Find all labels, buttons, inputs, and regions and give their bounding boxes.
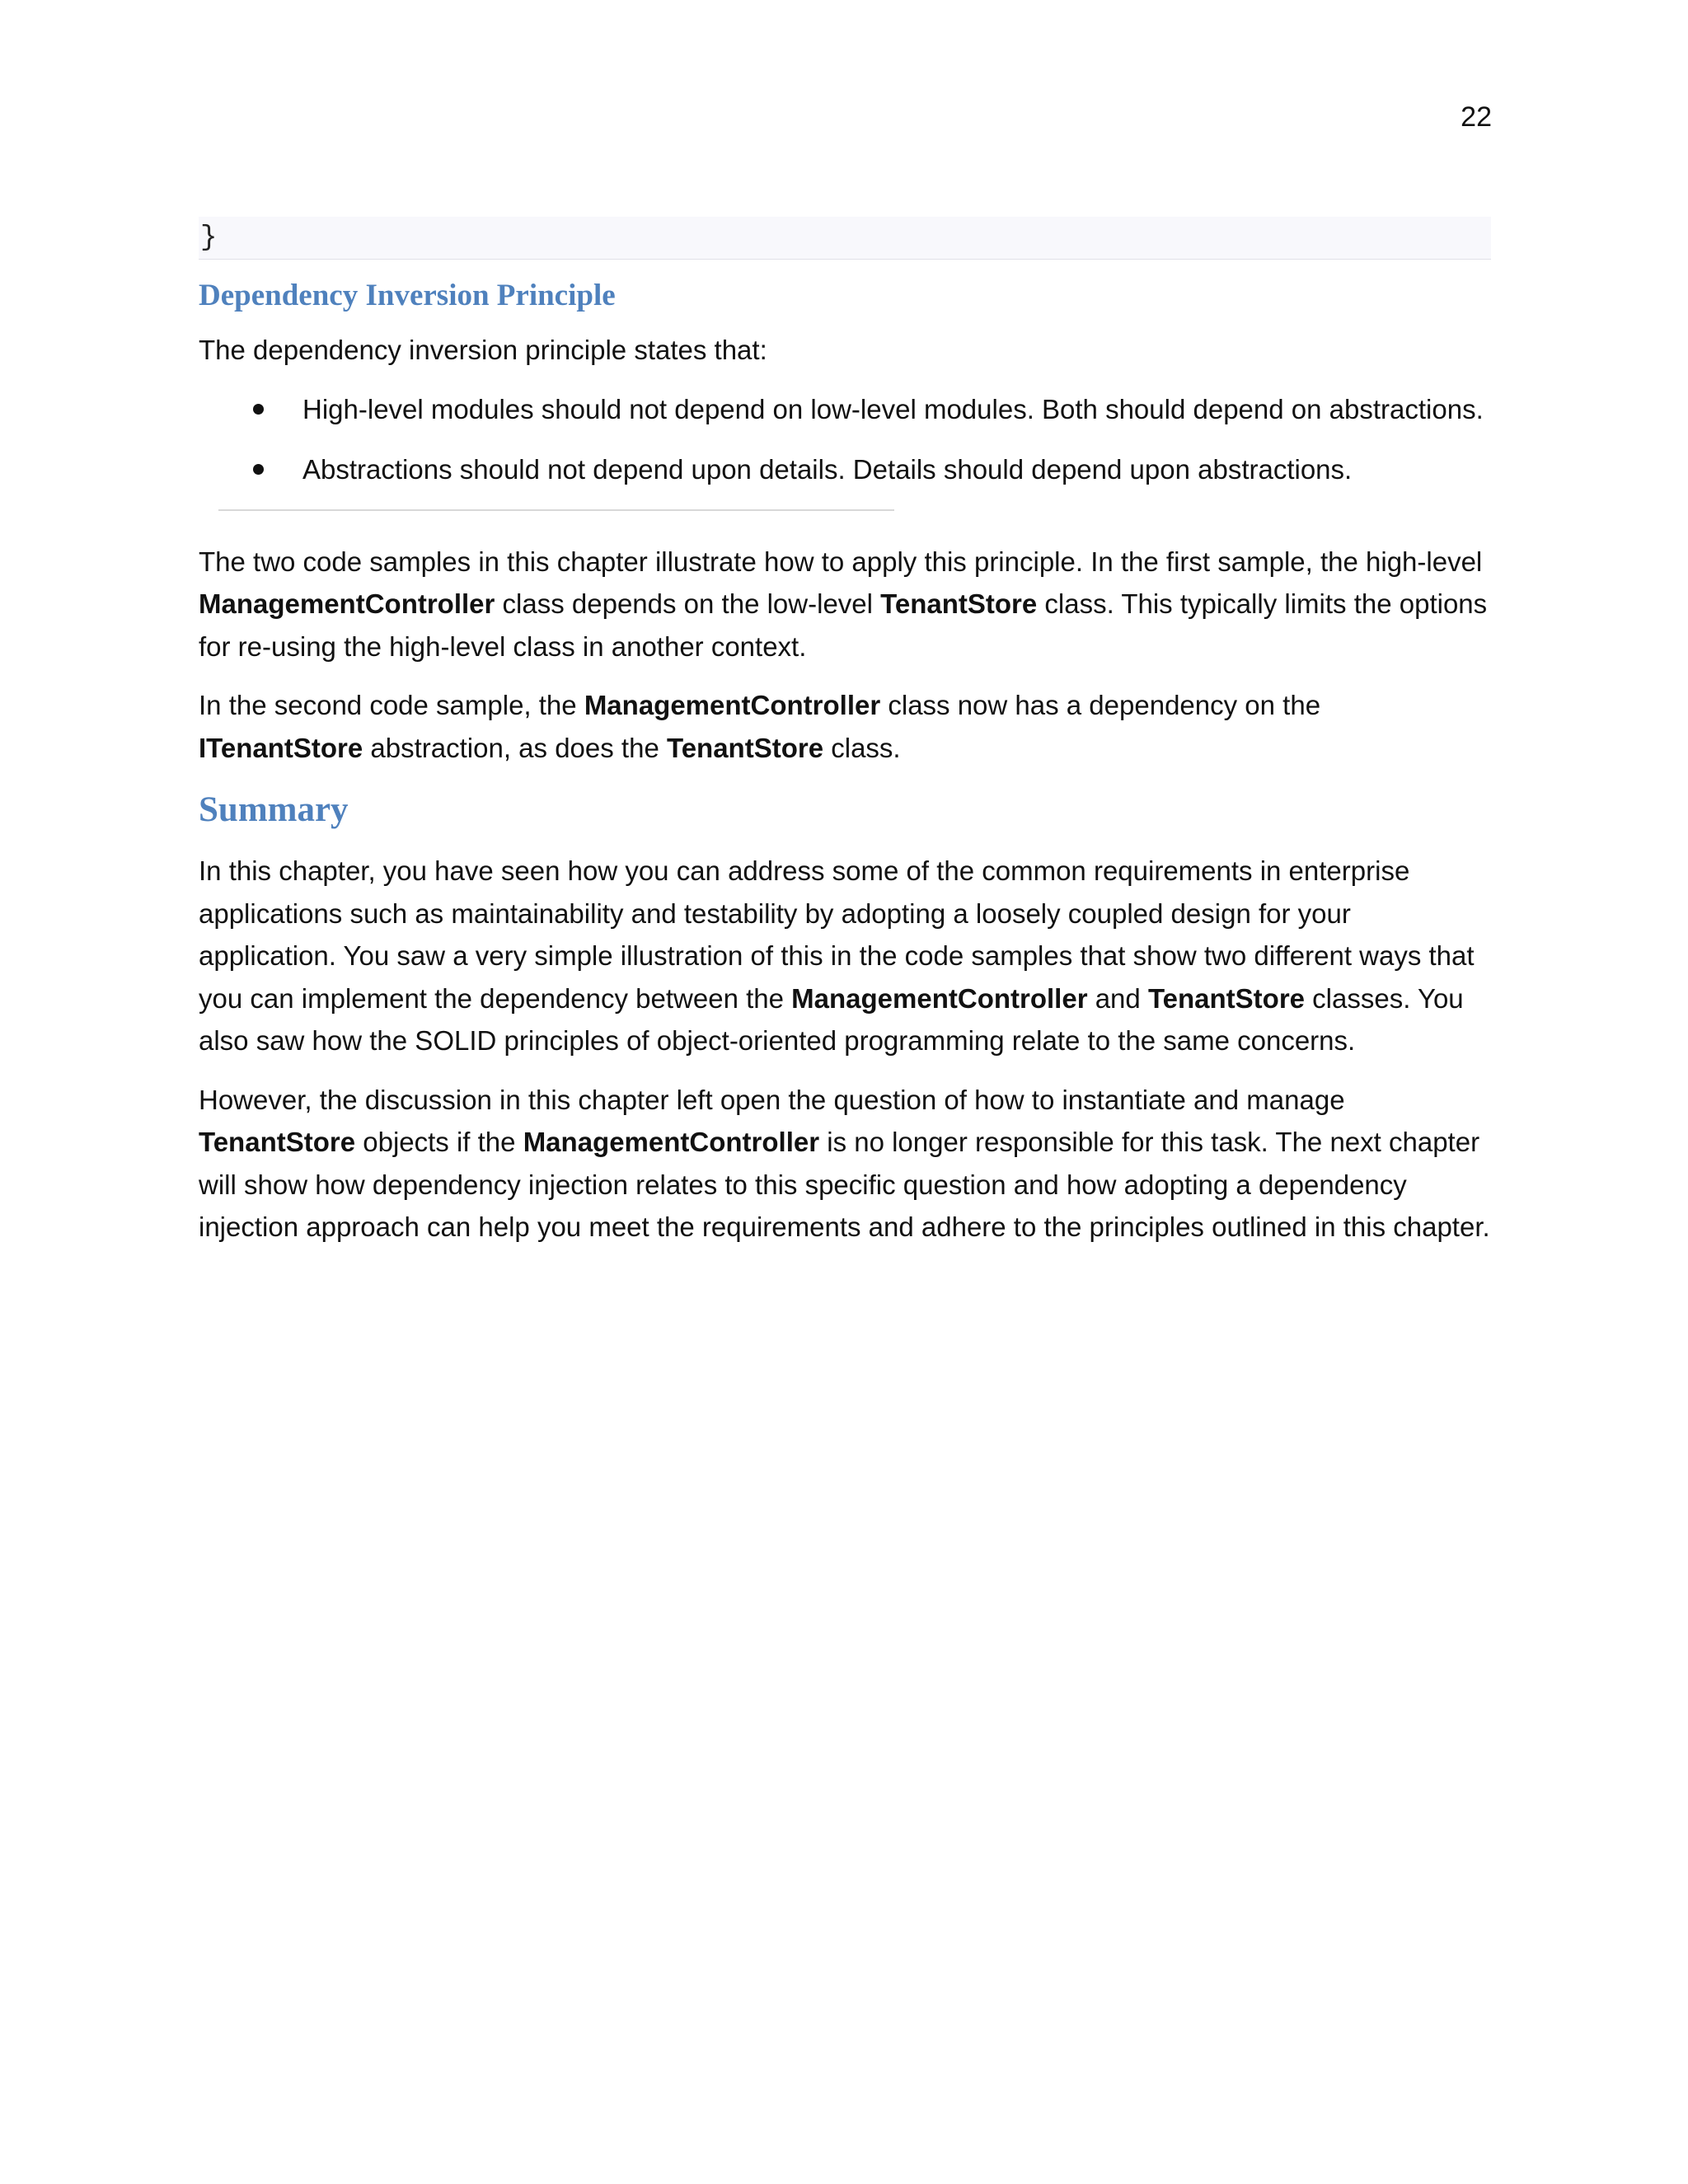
- summary-paragraph-2: [199, 1079, 1491, 1249]
- text-run: class.: [823, 732, 901, 763]
- class-name: TenantStore: [1147, 982, 1306, 1014]
- summary-heading: Summary: [199, 790, 349, 829]
- dip-paragraph-1: [199, 541, 1491, 668]
- class-name: TenantStore: [880, 588, 1038, 619]
- code-block: [199, 217, 1491, 260]
- dip-intro: The dependency inversion principle states that:: [199, 335, 767, 365]
- class-name: ManagementController: [791, 982, 1088, 1014]
- class-name: ManagementController: [584, 690, 881, 720]
- bullet-icon: [253, 404, 264, 415]
- dip-heading: Dependency Inversion Principle: [199, 279, 616, 312]
- class-name: TenantStore: [666, 732, 824, 763]
- text-run: objects if the: [355, 1127, 523, 1157]
- text-run: In the second code sample, the: [199, 690, 584, 720]
- list-item: [199, 448, 1491, 491]
- class-name: ManagementController: [523, 1127, 820, 1157]
- page-content: [199, 217, 1491, 1249]
- dip-bullet-list: [199, 388, 1491, 491]
- text-run: The two code samples in this chapter illustrate how to apply this principle. In the first sample, the high-level: [199, 546, 1483, 577]
- section-divider: [218, 509, 894, 511]
- class-name: ManagementController: [199, 588, 495, 619]
- text-run: abstraction, as does the: [363, 732, 667, 763]
- text-run: In this chapter, you have seen how you can address some of the common requirements in enterprise applications such as maintainability and testability by adopting a loosely coupled design for your application. You saw a very simple illustration of this in the code samples that show two different ways that you can implement the dependency between the: [199, 855, 1475, 1014]
- interface-name: ITenantStore: [199, 732, 363, 763]
- summary-paragraph-1: [199, 850, 1491, 1062]
- text-run: is no longer responsible for this task. The next chapter will show how dependency injection relates to this specific question and how adopting a dependency injection approach can help you meet the requirements and adhere to the principles outlined in this chapter.: [199, 1127, 1490, 1242]
- text-run: However, the discussion in this chapter left open the question of how to instantiate and manage: [199, 1084, 1345, 1115]
- text-run: class now has a dependency on the: [880, 690, 1321, 720]
- text-run: and: [1087, 982, 1148, 1014]
- dip-paragraph-2: [199, 684, 1491, 769]
- list-item: [199, 388, 1491, 431]
- text-run: classes. You also saw how the SOLID principles of object-oriented programming relate to the same concerns.: [199, 982, 1464, 1056]
- class-name: TenantStore: [199, 1127, 356, 1157]
- list-item-text: High-level modules should not depend on low-level modules. Both should depend on abstractions.: [302, 393, 1484, 424]
- text-run: class. This typically limits the options for re-using the high-level class in another context.: [199, 588, 1488, 662]
- code-line: }: [200, 223, 218, 254]
- text-run: class depends on the low-level: [495, 588, 881, 619]
- page-number: 22: [1461, 101, 1492, 133]
- bullet-icon: [253, 464, 264, 475]
- list-item-text: Abstractions should not depend upon details. Details should depend upon abstractions.: [302, 454, 1353, 485]
